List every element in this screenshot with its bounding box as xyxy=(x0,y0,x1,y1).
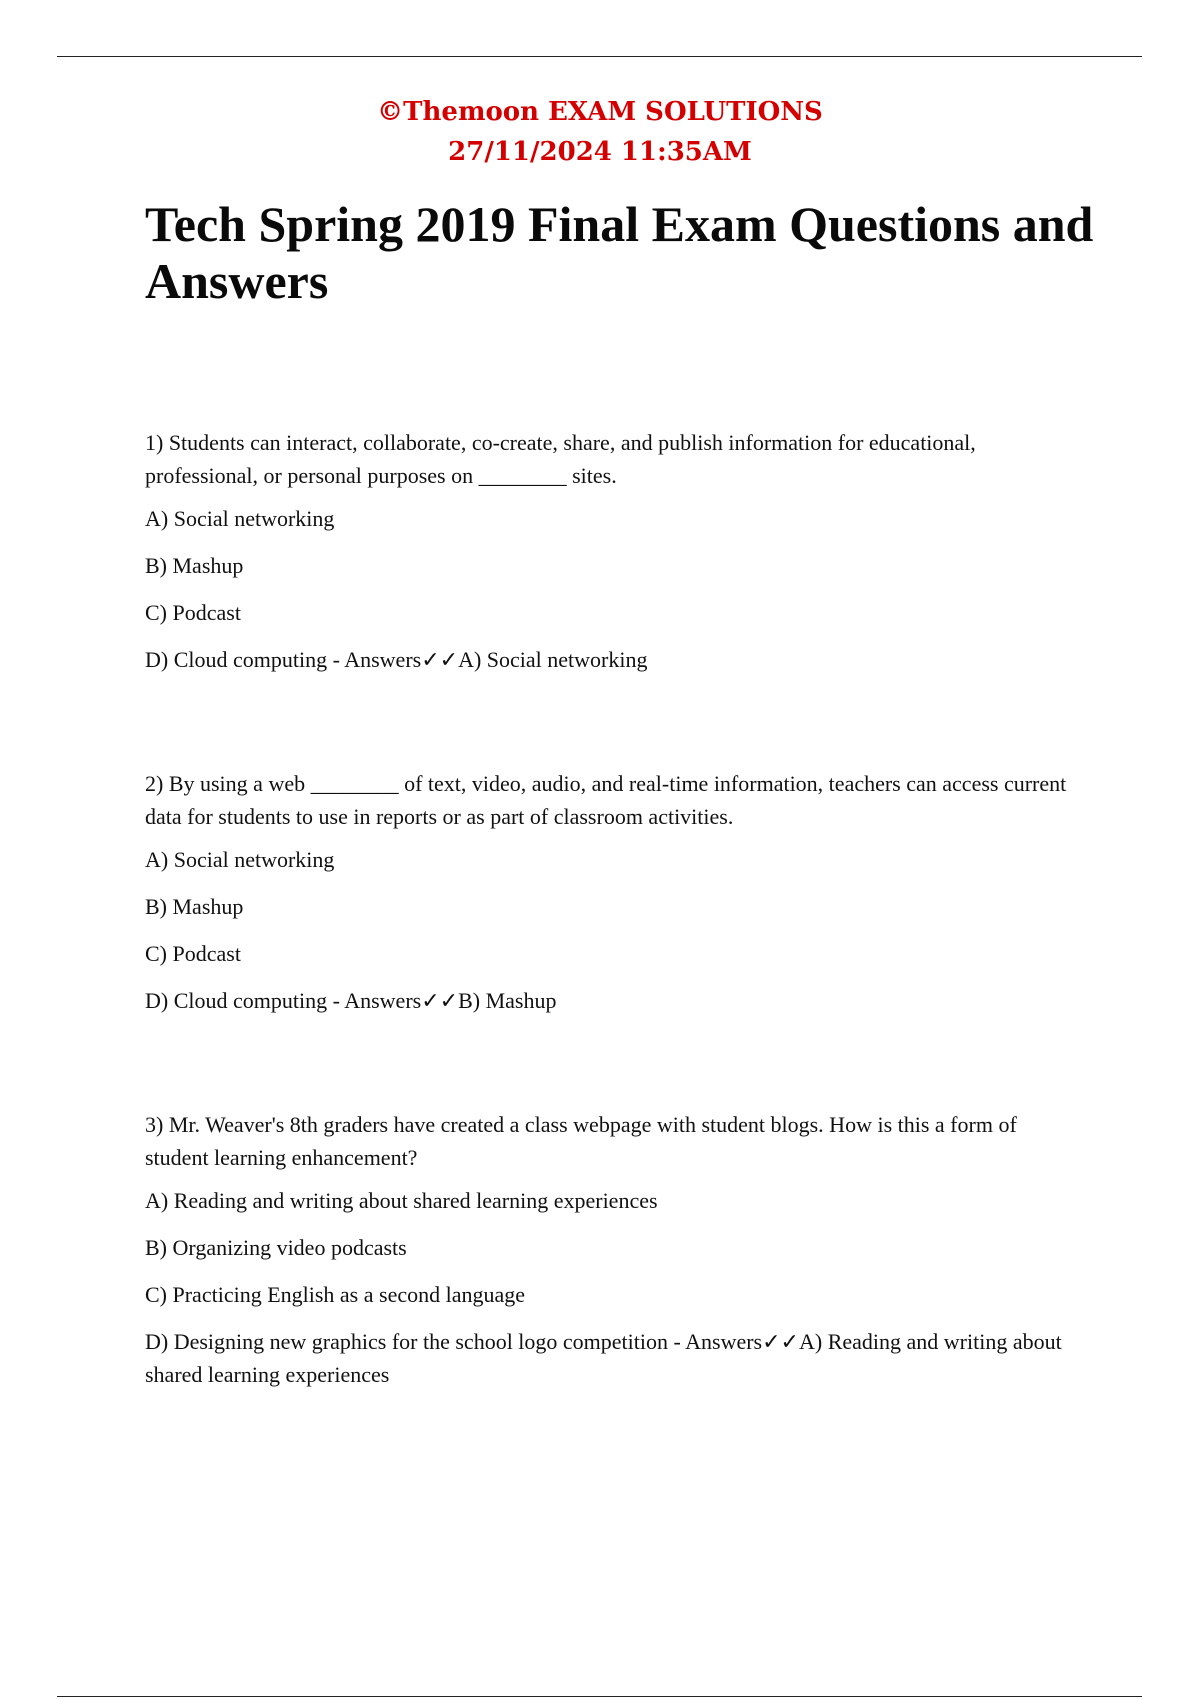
option-c: C) Podcast xyxy=(145,600,241,625)
question-1 xyxy=(145,426,1075,676)
header-brand: ©Themoon EXAM SOLUTIONS xyxy=(377,97,823,127)
question-2 xyxy=(145,767,1075,1017)
option-d-answer: D) Cloud computing - Answers✓✓A) Social networking xyxy=(145,647,648,672)
question-text: 3) Mr. Weaver's 8th graders have created a class webpage with student blogs. How is this a form of student learning enhancement? xyxy=(145,1112,1017,1170)
top-rule xyxy=(57,56,1142,57)
bottom-rule xyxy=(57,1696,1142,1697)
option-b: B) Organizing video podcasts xyxy=(145,1235,407,1260)
watermark-header xyxy=(0,92,1200,172)
option-b: B) Mashup xyxy=(145,894,244,919)
questions-list xyxy=(145,426,1075,1482)
option-a: A) Social networking xyxy=(145,506,335,531)
document-title: Tech Spring 2019 Final Exam Questions and Answers xyxy=(145,196,1094,309)
option-a: A) Social networking xyxy=(145,847,335,872)
question-text: 1) Students can interact, collaborate, co-create, share, and publish information for educational, professional, or personal purposes on ________ sites. xyxy=(145,430,976,488)
question-text: 2) By using a web ________ of text, video, audio, and real-time information, teachers can access current data for students to use in reports or as part of classroom activities. xyxy=(145,771,1067,829)
option-c: C) Practicing English as a second language xyxy=(145,1282,526,1307)
option-c: C) Podcast xyxy=(145,941,241,966)
option-b: B) Mashup xyxy=(145,553,244,578)
option-d-answer: D) Cloud computing - Answers✓✓B) Mashup xyxy=(145,988,557,1013)
header-timestamp: 27/11/2024 11:35AM xyxy=(448,137,752,167)
option-d-answer: D) Designing new graphics for the school logo competition - Answers✓✓A) Reading and writing about shared learning experiences xyxy=(145,1329,1062,1387)
question-3 xyxy=(145,1108,1075,1391)
option-a: A) Reading and writing about shared learning experiences xyxy=(145,1188,658,1213)
